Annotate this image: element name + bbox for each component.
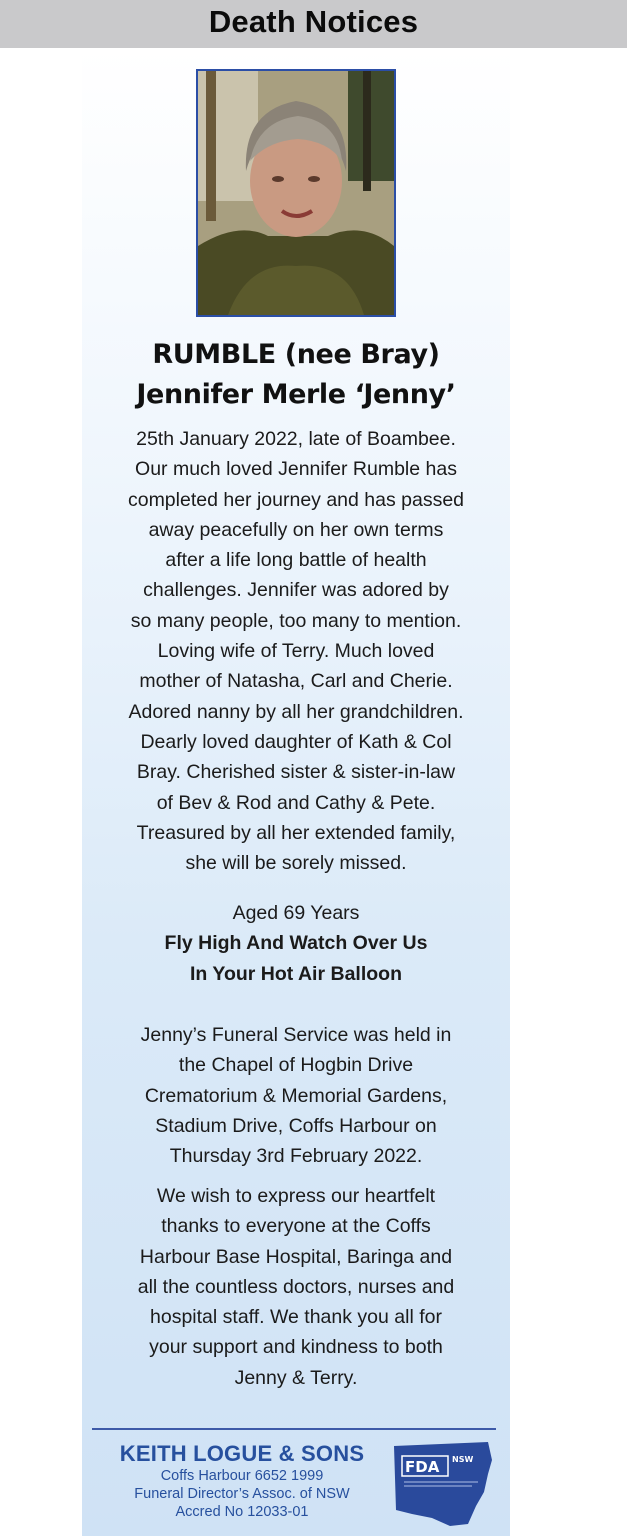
age-block [82, 898, 510, 989]
funeral-director-name: KEITH LOGUE & SONS [119, 1441, 365, 1466]
notice-line: mother of Natasha, Carl and Cherie. [139, 670, 453, 693]
thanks-line: We wish to express our heartfelt [156, 1185, 436, 1207]
funeral-service-paragraph [82, 1020, 510, 1171]
logo-fda-text: FDA [405, 1458, 440, 1476]
deceased-full-name-heading: Jennifer Merle ‘Jenny’ [136, 379, 456, 410]
notice-line: Loving wife of Terry. Much loved [157, 640, 435, 663]
thanks-paragraph [82, 1181, 510, 1393]
notice-paragraph [82, 424, 510, 878]
funeral-line: Crematorium & Memorial Gardens, [144, 1084, 448, 1107]
notice-line: 25th January 2022, late of Boambee. [136, 428, 456, 450]
funeral-director-phone: Coffs Harbour 6652 1999 [160, 1468, 324, 1484]
portrait-photo [196, 69, 396, 317]
thanks-line: Harbour Base Hospital, Baringa and [139, 1245, 453, 1268]
thanks-line: hospital staff. We thank you all for [150, 1306, 442, 1329]
funeral-director-accreditation: Accred No 12033-01 [175, 1504, 309, 1520]
notice-line: after a life long battle of health [165, 549, 427, 572]
logo-nsw-text: NSW [452, 1455, 474, 1464]
notice-line: challenges. Jennifer was adored by [143, 579, 449, 602]
funeral-director-association: Funeral Director’s Assoc. of NSW [134, 1486, 350, 1502]
page-title: Death Notices [208, 4, 419, 39]
thanks-line: thanks to everyone at the Coffs [161, 1215, 431, 1238]
deceased-surname-heading: RUMBLE (nee Bray) [152, 339, 440, 370]
notice-line: Our much loved Jennifer Rumble has [135, 458, 457, 481]
fda-nsw-logo [392, 1440, 496, 1528]
header-bar [0, 0, 627, 48]
notice-line: so many people, too many to mention. [130, 609, 462, 632]
funeral-line: the Chapel of Hogbin Drive [178, 1054, 414, 1077]
notice-line: of Bev & Rod and Cathy & Pete. [156, 791, 436, 814]
notice-line: away peacefully on her own terms [148, 518, 444, 541]
thanks-line: Jenny & Terry. [234, 1366, 358, 1389]
notice-line: Treasured by all her extended family, [136, 821, 456, 844]
notice-line: completed her journey and has passed [127, 488, 465, 511]
tribute-line: In Your Hot Air Balloon [190, 962, 402, 985]
funeral-line: Thursday 3rd February 2022. [169, 1145, 423, 1168]
age-text: Aged 69 Years [232, 902, 360, 924]
footer-divider [92, 1428, 496, 1430]
funeral-line: Stadium Drive, Coffs Harbour on [155, 1114, 437, 1137]
notice-line: Adored nanny by all her grandchildren. [128, 700, 464, 723]
funeral-line: Jenny’s Funeral Service was held in [140, 1024, 452, 1046]
notice-line: Bray. Cherished sister & sister-in-law [136, 761, 456, 784]
death-notice [82, 48, 510, 1536]
thanks-line: all the countless doctors, nurses and [137, 1275, 455, 1298]
tribute-line: Fly High And Watch Over Us [164, 932, 428, 955]
notice-line: Dearly loved daughter of Kath & Col [140, 730, 452, 753]
thanks-line: your support and kindness to both [149, 1336, 443, 1359]
notice-line: she will be sorely missed. [185, 852, 407, 875]
